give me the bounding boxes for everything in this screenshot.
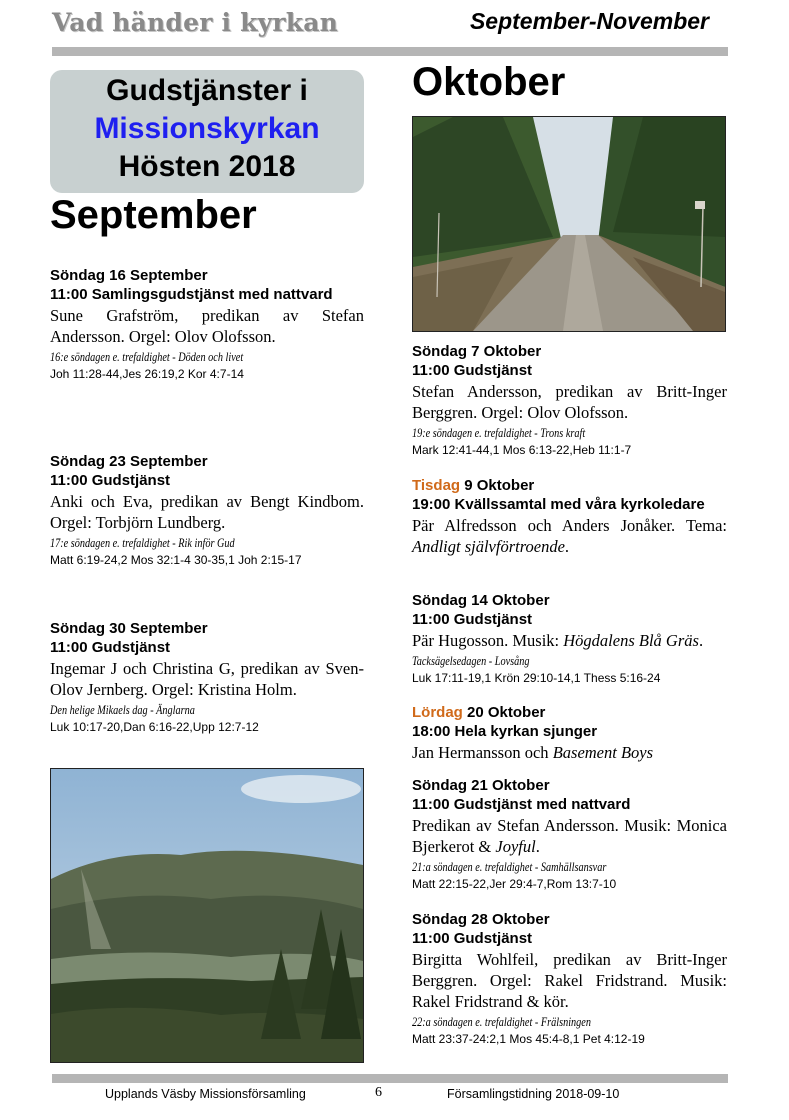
event-weekday: Tisdag xyxy=(412,477,461,494)
september-event-2 xyxy=(50,452,364,568)
oktober-event-5 xyxy=(412,776,727,892)
footer-rule xyxy=(52,1074,728,1083)
title-box xyxy=(50,70,364,193)
event-note: 16:e söndagen e. trefaldighet - Döden och livet xyxy=(50,350,244,364)
forest-road-photo xyxy=(412,116,726,332)
event-note: 21:a söndagen e. trefaldighet - Samhällsansvar xyxy=(412,860,607,874)
event-body-emphasis: Joyful xyxy=(495,837,536,856)
event-note: 19:e söndagen e. trefaldighet - Trons kraft xyxy=(412,426,586,440)
event-body-text: Pär Hugosson. Musik: xyxy=(412,631,564,650)
event-date: Söndag 30 September xyxy=(50,620,208,637)
event-body xyxy=(412,742,727,763)
oktober-event-2 xyxy=(412,476,727,557)
forest-road-photo-image xyxy=(413,117,725,331)
event-title: 11:00 Gudstjänst xyxy=(412,611,533,628)
event-body: Sune Grafström, predikan av Stefan Andersson. Orgel: Olov Olofsson. xyxy=(50,306,364,346)
month-heading-oktober: Oktober xyxy=(412,60,566,104)
event-body-end: . xyxy=(698,631,704,650)
event-body-text: Predikan av Stefan Andersson. Musik: Monica Bjerkerot & xyxy=(412,816,727,856)
oktober-event-4 xyxy=(412,703,727,763)
event-date: Söndag 23 September xyxy=(50,453,208,470)
event-body xyxy=(412,815,727,857)
oktober-event-3 xyxy=(412,591,727,686)
event-refs: Luk 10:17-20,Dan 6:16-22,Upp 12:7-12 xyxy=(50,720,259,734)
event-refs: Matt 6:19-24,2 Mos 32:1-4 30-35,1 Joh 2:15-17 xyxy=(50,553,302,567)
event-title: 11:00 Samlingsgudstjänst med nattvard xyxy=(50,286,333,303)
event-refs: Mark 12:41-44,1 Mos 6:13-22,Heb 11:1-7 xyxy=(412,443,632,457)
event-date-rest: 9 Oktober xyxy=(460,477,535,494)
footer-organization: Upplands Väsby Missionsförsamling xyxy=(105,1087,306,1101)
event-body-text: Jan Hermansson och xyxy=(412,743,553,762)
page-number: 6 xyxy=(375,1085,382,1100)
title-line-3: Hösten 2018 xyxy=(118,150,296,183)
running-header-period: September-November xyxy=(469,8,709,34)
title-line-2: Missionskyrkan xyxy=(94,112,320,145)
event-title: 19:00 Kvällssamtal med våra kyrkoledare xyxy=(412,496,705,513)
event-refs: Matt 23:37-24:2,1 Mos 45:4-8,1 Pet 4:12-19 xyxy=(412,1032,645,1046)
month-heading-september: September xyxy=(50,193,257,237)
running-header-title: Vad händer i kyrkan xyxy=(52,8,339,37)
event-title: 18:00 Hela kyrkan sjunger xyxy=(412,723,598,740)
event-date: Söndag 7 Oktober xyxy=(412,343,542,360)
event-title: 11:00 Gudstjänst xyxy=(50,472,171,489)
event-refs: Joh 11:28-44,Jes 26:19,2 Kor 4:7-14 xyxy=(50,367,244,381)
event-body: Anki och Eva, predikan av Bengt Kindbom. Orgel: Torbjörn Lundberg. xyxy=(50,492,364,532)
event-body-emphasis: Högdalens Blå Gräs xyxy=(563,631,699,650)
event-date: Söndag 14 Oktober xyxy=(412,592,550,609)
header-rule xyxy=(52,47,728,56)
event-title: 11:00 Gudstjänst xyxy=(412,362,533,379)
event-body: Stefan Andersson, predikan av Britt-Inger Berggren. Orgel: Olov Olofsson. xyxy=(412,382,727,422)
event-body xyxy=(412,630,727,651)
event-title: 11:00 Gudstjänst xyxy=(412,930,533,947)
event-body: Birgitta Wohlfeil, predikan av Britt-Inger Berggren. Orgel: Rakel Fridstrand. Musik: Rakel Fridstrand & kör. xyxy=(412,950,727,1011)
september-event-1 xyxy=(50,266,364,382)
event-date: Söndag 21 Oktober xyxy=(412,777,550,794)
title-line-1: Gudstjänster i xyxy=(106,74,308,107)
event-refs: Matt 22:15-22,Jer 29:4-7,Rom 13:7-10 xyxy=(412,877,617,891)
event-title: 11:00 Gudstjänst xyxy=(50,639,171,656)
event-body-text: Pär Alfredsson och Anders Jonåker. Tema: xyxy=(412,516,727,535)
event-date-rest: 20 Oktober xyxy=(462,704,546,721)
event-date xyxy=(412,476,727,495)
event-title: 11:00 Gudstjänst med nattvard xyxy=(412,796,631,813)
event-body xyxy=(412,515,727,557)
landscape-photo-image xyxy=(51,769,363,1062)
oktober-event-6 xyxy=(412,910,727,1047)
footer-publication: Församlingstidning 2018-09-10 xyxy=(447,1087,620,1101)
event-note: 22:a söndagen e. trefaldighet - Frälsningen xyxy=(412,1015,591,1029)
event-body-emphasis: Basement Boys xyxy=(552,743,654,762)
event-note: 17:e söndagen e. trefaldighet - Rik inför Gud xyxy=(50,536,235,550)
oktober-event-1 xyxy=(412,342,727,458)
landscape-photo xyxy=(50,768,364,1063)
event-body-end: . xyxy=(564,537,570,556)
event-body-end: . xyxy=(535,837,540,856)
event-body-emphasis: Andligt självförtroende xyxy=(412,537,565,556)
event-date: Söndag 16 September xyxy=(50,267,208,284)
event-body: Ingemar J och Christina G, predikan av Sven-Olov Jernberg. Orgel: Kristina Holm. xyxy=(50,659,364,699)
event-weekday: Lördag xyxy=(412,704,463,721)
event-note: Tacksägelsedagen - Lovsång xyxy=(412,654,530,668)
event-date xyxy=(412,703,727,722)
event-refs: Luk 17:11-19,1 Krön 29:10-14,1 Thess 5:16-24 xyxy=(412,671,661,685)
event-date: Söndag 28 Oktober xyxy=(412,911,550,928)
event-note: Den helige Mikaels dag - Änglarna xyxy=(50,703,195,717)
september-event-3 xyxy=(50,619,364,735)
